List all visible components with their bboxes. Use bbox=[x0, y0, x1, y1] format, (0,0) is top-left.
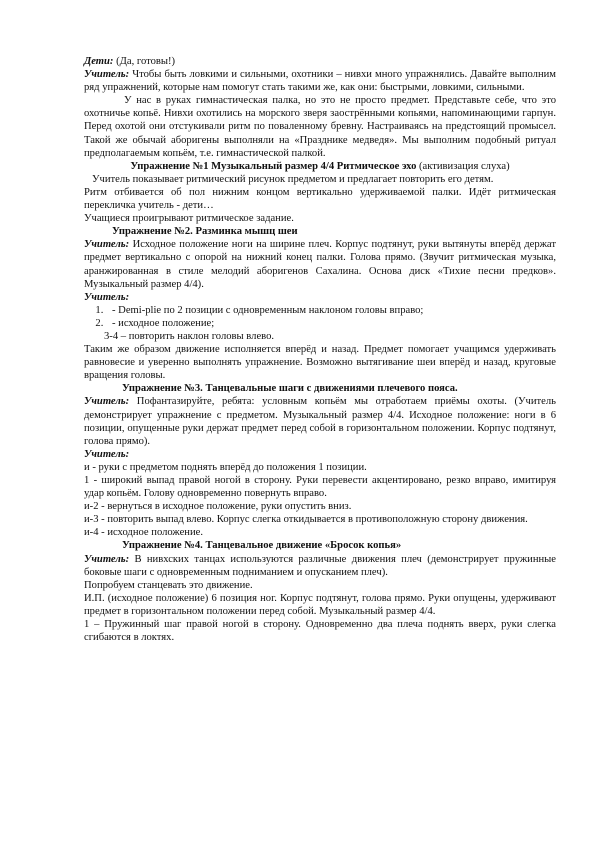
exercise-1-paragraph: Ритм отбивается об пол нижним концом вертикально удерживаемой палки. Идёт ритмическая перекличка учитель - дети… bbox=[84, 186, 556, 212]
exercise-4-paragraph: И.П. (исходное положение) 6 позиция ног. Корпус подтянут, голова прямо. Руки опущены, удерживают предмет в горизонтальном положении перед собой. Музыкальный размер 4/4. bbox=[84, 592, 556, 617]
speaker-label: Дети: bbox=[84, 56, 114, 67]
step-line: и-3 - повторить выпад влево. Корпус слегка откидывается в противоположную сторону движения. bbox=[84, 514, 528, 526]
list-item: 3-4 – повторить наклон головы влево. bbox=[104, 330, 275, 342]
teacher-intro bbox=[84, 68, 556, 94]
paragraph-text: Чтобы быть ловкими и сильными, охотники – нивхи много упражнялись. Давайте выполним ряд упражнений, которые нам помогут стать такими же, как они: быстрыми, ловкими, сильными. bbox=[84, 69, 556, 94]
children-reply bbox=[84, 55, 556, 68]
speaker-label: Учитель: bbox=[84, 69, 130, 81]
exercise-1-paragraph: Учащиеся проигрывают ритмическое задание. bbox=[84, 213, 294, 225]
exercise-1-paragraph: Учитель показывает ритмический рисунок предметом и предлагает повторить его детям. bbox=[92, 173, 494, 185]
step-line: и-2 - вернуться в исходное положение, руки опустить вниз. bbox=[84, 501, 352, 513]
document-page bbox=[84, 55, 556, 644]
exercise-3-title: Упражнение №3. Танцевальные шаги с движениями плечевого пояса. bbox=[122, 383, 458, 395]
exercise-4-title: Упражнение №4. Танцевальное движение «Бросок копья» bbox=[122, 540, 402, 552]
speaker-label: Учитель: bbox=[84, 553, 130, 565]
speaker-label: Учитель: bbox=[84, 291, 130, 303]
exercise-4-paragraph: Учитель: В нивхских танцах используются различные движения плеч (демонстрирует пружинные боковые шаги с одновременным подниманием и опусканием плеч). bbox=[84, 553, 556, 578]
speaker-label: Учитель: bbox=[84, 396, 130, 408]
exercise-1-title: Упражнение №1 Музыкальный размер 4/4 Ритмическое эхо (активизация слуха) bbox=[130, 160, 510, 172]
list-item: 1. - Demi-plie по 2 позиции с одновременным наклоном головы вправо; bbox=[106, 304, 556, 317]
exercise-2-paragraph: Учитель: Исходное положение ноги на ширине плеч. Корпус подтянут, руки вытянуты вперёд держат предмет вертикально с опорой на нижний конец палки. Голова прямо. (Звучит ритмическая музыка, аранжированная в стиле мелодий аборигенов Сахалина. Основа диск «Тихие песни предков». Музыкальный размер 4/4). bbox=[84, 239, 556, 290]
reply-text: (Да, готовы!) bbox=[113, 56, 176, 67]
exercise-4-paragraph: Попробуем станцевать это движение. bbox=[84, 579, 253, 591]
speaker-label: Учитель: bbox=[84, 448, 130, 460]
list-item: 2. - исходное положение; bbox=[106, 317, 556, 330]
step-line: и - руки с предметом поднять вперёд до положения 1 позиции. bbox=[84, 461, 367, 473]
exercise-2-paragraph: Таким же образом движение исполняется вперёд и назад. Предмет помогает учащимся удерживать равновесие и уверенно выполнять упражнение. Возможно вытягивание шеи вперёд и назад, круговые вращения головы. bbox=[84, 344, 556, 382]
step-line: 1 - широкий выпад правой ногой в сторону. Руки перевести акцентировано, резко вправо, имитируя удар копьём. Голову одновременно повернуть вправо. bbox=[84, 475, 556, 500]
exercise-2-list bbox=[84, 304, 556, 330]
speaker-label: Учитель: bbox=[84, 239, 130, 251]
spear-description: У нас в руках гимнастическая палка, но это не просто предмет. Представьте себе, что это охотничье копьё. Нивхи охотились на морского зверя заострёнными копьями, напоминающими гарпун. Перед охотой они отстукивали ритм по поваленному бревну. Настраиваясь на предстоящий промысел. Такой же обычай аборигены выполняли на «Празднике медведя». Мы выполним подобный ритуал предполагаемым копьём, т.е. гимнастической палкой. bbox=[84, 95, 556, 159]
exercise-4-paragraph: 1 – Пружинный шаг правой ногой в сторону. Одновременно два плеча поднять вверх, руки слегка сгибаются в локтях. bbox=[84, 619, 556, 644]
exercise-3-paragraph: Учитель: Пофантазируйте, ребята: условным копьём мы отработаем приёмы охоты. (Учитель демонстрирует упражнение с предметом. Музыкальный размер 4/4. Исходное положение: ноги в 6 позиции, опущенные руки держат предмет перед собой в горизонтальном положении. Корпус подтянут, голова прямо). bbox=[84, 396, 556, 447]
exercise-2-title: Упражнение №2. Разминка мышц шеи bbox=[112, 226, 298, 238]
step-line: и-4 - исходное положение. bbox=[84, 527, 203, 539]
